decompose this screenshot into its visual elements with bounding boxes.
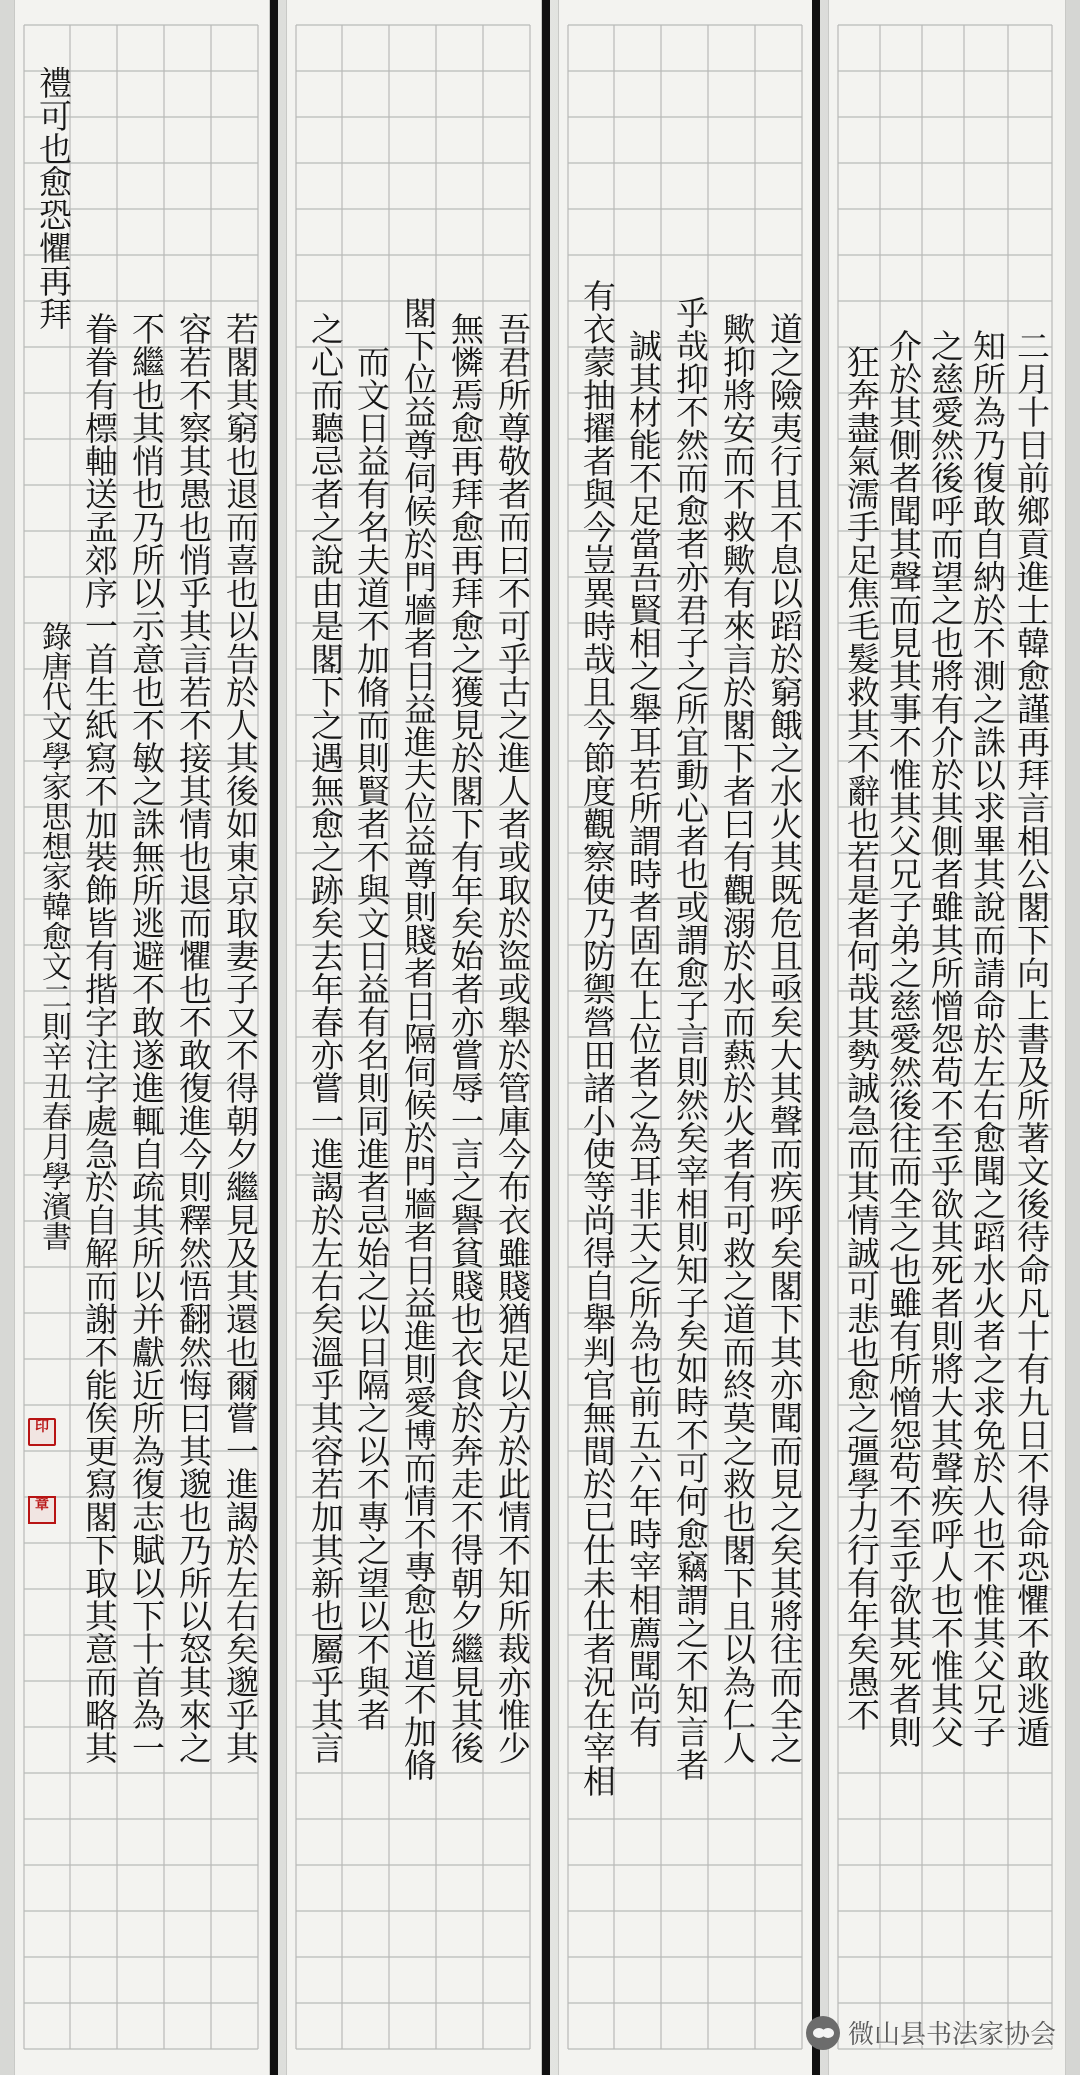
calligraphy-column: 閣下位益尊伺候於門牆者日益進夫位益尊則賤者日隔伺候於門牆者日益進則愛博而情不專愈也道不加脩 — [399, 295, 438, 1781]
calligraphy-column: 之慈愛然後呼而望之也將有介於其側者雖其所憎怨苟不至乎欲其死者則將大其聲疾呼人也不惟其父 — [926, 328, 965, 1748]
calligraphy-column: 知所為乃復敢自納於不測之誅以求畢其說而請命於左右愈聞之蹈水火者之求免於人也不惟其父兄子 — [968, 328, 1007, 1748]
calligraphy-column: 之心而聽忌者之說由是閣下之遇無愈之跡矣去年春亦嘗一進謁於左右矣溫乎其容若加其新也屬乎其言 — [306, 312, 345, 1764]
red-seal: 印 — [28, 1418, 56, 1446]
calligraphy-column: 無憐焉愈再拜愈再拜愈之獲見於閣下有年矣始者亦嘗辱一言之譽貧賤也衣食於奔走不得朝夕繼見其後 — [446, 312, 485, 1764]
scroll-divider — [270, 0, 278, 2075]
calligraphy-column: 道之險夷行且不息以蹈於窮餓之水火其既危且亟矣大其聲而疾呼矣閣下其亦聞而見之矣其將往而全之 — [765, 312, 804, 1764]
calligraphy-column: 二月十日前鄉貢進士韓愈謹再拜言相公閣下向上書及所著文後待命凡十有九日不得命恐懼不敢逃遁 — [1012, 328, 1051, 1748]
scroll-divider — [812, 0, 820, 2075]
calligraphy-column: 錄唐代文學家思想家韓愈文二則辛丑春月學濱書 — [36, 621, 71, 1251]
calligraphy-column: 而文日益有名夫道不加脩而則賢者不與文日益有名則同進者忌始之以日隔之以不專之望以不與者 — [352, 345, 391, 1731]
wechat-icon — [806, 2016, 840, 2050]
watermark-text: 微山县书法家协会 — [847, 2019, 1056, 2049]
calligraphy-column: 容若不察其愚也悄乎其言若不接其情也退而懼也不敢復進今則釋然悟翻然悔曰其邈也乃所以怒其來之 — [174, 312, 213, 1764]
calligraphy-column: 吾君所尊敬者而曰不可乎古之進人者或取於盜或舉於管庫今布衣雖賤猶足以方於此情不知所裁亦惟少 — [493, 312, 532, 1764]
calligraphy-column: 若閣其窮也退而喜也以告於人其後如東京取妻子又不得朝夕繼見及其還也爾嘗一進謁於左右矣邈乎其 — [221, 312, 260, 1764]
calligraphy-column: 眷眷有標軸送孟郊序一首生紙寫不加裝飾皆有揩字注字處急於自解而謝不能俟更寫閣下取其意而略其 — [80, 312, 119, 1764]
watermark — [806, 2014, 1056, 2051]
calligraphy-column: 誠其材能不足當吾賢相之舉耳若所謂時者固在上位者之為耳非天之所為也前五六年時宰相薦聞尚有 — [624, 328, 663, 1748]
calligraphy-column: 乎哉抑不然而愈者亦君子之所宜動心者也或謂愈子言則然矣宰相則知子矣如時不可何愈竊謂之不知言者 — [671, 295, 710, 1781]
calligraphy-column: 狂奔盡氣濡手足焦毛髮救其不辭也若是者何哉其勢誠急而其情誠可悲也愈之彊學力行有年矣愚不 — [842, 345, 881, 1731]
red-seal: 章 — [28, 1496, 56, 1524]
calligraphy-column: 歟抑將安而不救歟有來言於閣下者曰有觀溺於水而爇於火者有可救之道而終莫之救也閣下且以為仁人 — [718, 312, 757, 1764]
scroll-divider — [542, 0, 550, 2075]
calligraphy-column: 有衣蒙抽擢者與今豈異時哉且今節度觀察使乃防禦營田諸小使等尚得自舉判官無間於已仕未仕者況在宰相 — [578, 279, 617, 1797]
calligraphy-column: 禮可也愈恐懼再拜 — [34, 66, 73, 330]
calligraphy-column: 不繼也其悄也乃所以示意也不敏之誅無所逃避不敢遂進輒自疏其所以并獻近所為復志賦以下十首為一 — [127, 312, 166, 1764]
calligraphy-column: 介於其側者聞其聲而見其事不惟其父兄子弟之慈愛然後往而全之也雖有所憎怨苟不至乎欲其死者則 — [884, 328, 923, 1748]
